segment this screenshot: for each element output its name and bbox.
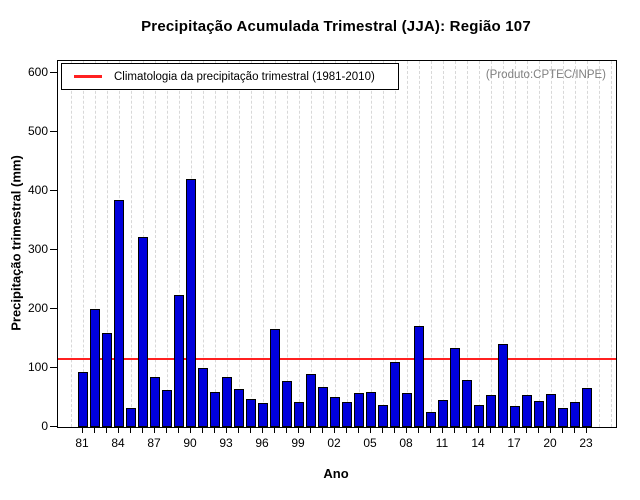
x-tick-2016	[502, 428, 503, 433]
bar-1995	[246, 399, 256, 427]
bar-2015	[486, 395, 496, 427]
x-tick-label-1990: 90	[183, 436, 197, 450]
gridline	[287, 61, 288, 427]
y-tick-label-500: 500	[27, 124, 48, 138]
bar-1985	[126, 408, 136, 427]
x-tick-1993	[226, 428, 227, 433]
bar-1984	[114, 200, 124, 427]
gridline	[551, 61, 552, 427]
gridline	[563, 61, 564, 427]
x-tick-2014	[478, 428, 479, 433]
bar-1997	[270, 329, 280, 427]
bar-1986	[138, 237, 148, 427]
bar-2005	[366, 392, 376, 427]
gridline	[371, 61, 372, 427]
legend-line-sample	[74, 75, 102, 78]
x-tick-label-2017: 17	[507, 436, 521, 450]
x-tick-label-1987: 87	[147, 436, 161, 450]
y-tick-600	[50, 72, 57, 73]
bar-2014	[474, 405, 484, 427]
bar-2011	[438, 400, 448, 427]
legend-label: Climatologia da precipitação trimestral (1981-2010)	[114, 70, 375, 83]
x-tick-label-2002: 02	[327, 436, 341, 450]
x-tick-label-1984: 84	[111, 436, 125, 450]
x-tick-1982	[94, 428, 95, 433]
x-tick-1983	[106, 428, 107, 433]
x-tick-1986	[142, 428, 143, 433]
gridline	[611, 61, 612, 427]
gridline	[155, 61, 156, 427]
x-tick-1981	[82, 428, 83, 433]
bar-1987	[150, 377, 160, 427]
x-tick-2018	[526, 428, 527, 433]
x-tick-2023	[586, 428, 587, 433]
x-tick-label-2014: 14	[471, 436, 485, 450]
bar-2012	[450, 348, 460, 427]
gridline	[383, 61, 384, 427]
x-tick-label-1981: 81	[75, 436, 89, 450]
gridline	[575, 61, 576, 427]
bar-1991	[198, 368, 208, 427]
gridline	[443, 61, 444, 427]
gridline	[131, 61, 132, 427]
x-tick-2013	[466, 428, 467, 433]
bar-2023	[582, 388, 592, 427]
x-tick-2022	[574, 428, 575, 433]
legend	[61, 63, 399, 90]
x-tick-2004	[358, 428, 359, 433]
bar-1983	[102, 333, 112, 427]
x-tick-label-2005: 05	[363, 436, 377, 450]
x-tick-2005	[370, 428, 371, 433]
x-tick-label-1999: 99	[291, 436, 305, 450]
x-tick-2006	[382, 428, 383, 433]
x-tick-2012	[454, 428, 455, 433]
y-tick-100	[50, 367, 57, 368]
x-tick-1989	[178, 428, 179, 433]
bar-2002	[330, 397, 340, 427]
gridline	[407, 61, 408, 427]
x-tick-1984	[118, 428, 119, 433]
gridline	[323, 61, 324, 427]
x-tick-2007	[394, 428, 395, 433]
x-tick-1991	[202, 428, 203, 433]
gridline	[71, 61, 72, 427]
bar-1989	[174, 295, 184, 427]
bar-2009	[414, 326, 424, 427]
x-tick-1997	[274, 428, 275, 433]
y-tick-0	[50, 426, 57, 427]
x-tick-label-1993: 93	[219, 436, 233, 450]
bar-1982	[90, 309, 100, 427]
gridline	[539, 61, 540, 427]
x-tick-1992	[214, 428, 215, 433]
gridline	[215, 61, 216, 427]
bar-2004	[354, 393, 364, 427]
gridline	[515, 61, 516, 427]
gridline	[167, 61, 168, 427]
x-tick-2019	[538, 428, 539, 433]
gridline	[359, 61, 360, 427]
y-axis-title: Precipitação trimestral (mm)	[8, 155, 24, 331]
bar-1999	[294, 402, 304, 427]
gridline	[263, 61, 264, 427]
bar-1988	[162, 390, 172, 427]
x-tick-2021	[562, 428, 563, 433]
bar-1994	[234, 389, 244, 427]
y-tick-400	[50, 190, 57, 191]
x-tick-1998	[286, 428, 287, 433]
gridline	[335, 61, 336, 427]
x-axis-title: Ano	[323, 466, 349, 481]
x-tick-1987	[154, 428, 155, 433]
gridline	[311, 61, 312, 427]
x-tick-label-2008: 08	[399, 436, 413, 450]
bar-2022	[570, 402, 580, 427]
x-tick-2001	[322, 428, 323, 433]
bar-2000	[306, 374, 316, 427]
bar-1990	[186, 179, 196, 427]
y-tick-500	[50, 131, 57, 132]
gridline	[251, 61, 252, 427]
x-tick-2015	[490, 428, 491, 433]
chart-title: Precipitação Acumulada Trimestral (JJA): Região 107	[141, 18, 531, 35]
x-tick-2002	[334, 428, 335, 433]
bar-2007	[390, 362, 400, 427]
bar-2016	[498, 344, 508, 427]
gridline	[227, 61, 228, 427]
gridline	[527, 61, 528, 427]
x-tick-2008	[406, 428, 407, 433]
gridline	[479, 61, 480, 427]
y-tick-label-400: 400	[27, 183, 48, 197]
x-tick-1988	[166, 428, 167, 433]
bar-2018	[522, 395, 532, 427]
bar-1998	[282, 381, 292, 427]
gridline	[491, 61, 492, 427]
x-tick-1985	[130, 428, 131, 433]
bar-2021	[558, 408, 568, 427]
x-tick-2020	[550, 428, 551, 433]
y-tick-200	[50, 308, 57, 309]
x-tick-1990	[190, 428, 191, 433]
gridline	[347, 61, 348, 427]
gridline	[599, 61, 600, 427]
x-tick-label-2011: 11	[435, 436, 449, 450]
gridline	[299, 61, 300, 427]
x-tick-2000	[310, 428, 311, 433]
x-tick-label-2020: 20	[543, 436, 557, 450]
x-tick-2011	[442, 428, 443, 433]
bar-2003	[342, 402, 352, 427]
x-tick-1996	[262, 428, 263, 433]
x-tick-label-1996: 96	[255, 436, 269, 450]
bar-2013	[462, 380, 472, 427]
y-tick-label-0: 0	[41, 419, 48, 433]
bar-1996	[258, 403, 268, 427]
bar-2020	[546, 394, 556, 427]
x-tick-1994	[238, 428, 239, 433]
y-tick-300	[50, 249, 57, 250]
gridline	[431, 61, 432, 427]
x-tick-1995	[250, 428, 251, 433]
x-tick-2003	[346, 428, 347, 433]
y-tick-label-600: 600	[27, 65, 48, 79]
gridline	[239, 61, 240, 427]
bar-2010	[426, 412, 436, 427]
bar-2001	[318, 387, 328, 427]
y-tick-label-100: 100	[27, 360, 48, 374]
x-tick-2009	[418, 428, 419, 433]
plot-area	[57, 60, 617, 428]
y-tick-label-300: 300	[27, 242, 48, 256]
bar-2017	[510, 406, 520, 427]
bar-2019	[534, 401, 544, 427]
bar-1992	[210, 392, 220, 427]
x-tick-label-2023: 23	[579, 436, 593, 450]
x-tick-1999	[298, 428, 299, 433]
y-tick-label-200: 200	[27, 301, 48, 315]
bar-2008	[402, 393, 412, 427]
x-tick-2010	[430, 428, 431, 433]
gridline	[587, 61, 588, 427]
gridline	[467, 61, 468, 427]
source-label: (Produto:CPTEC/INPE)	[485, 69, 606, 81]
x-tick-2017	[514, 428, 515, 433]
bar-1981	[78, 372, 88, 427]
bar-2006	[378, 405, 388, 427]
bar-1993	[222, 377, 232, 427]
